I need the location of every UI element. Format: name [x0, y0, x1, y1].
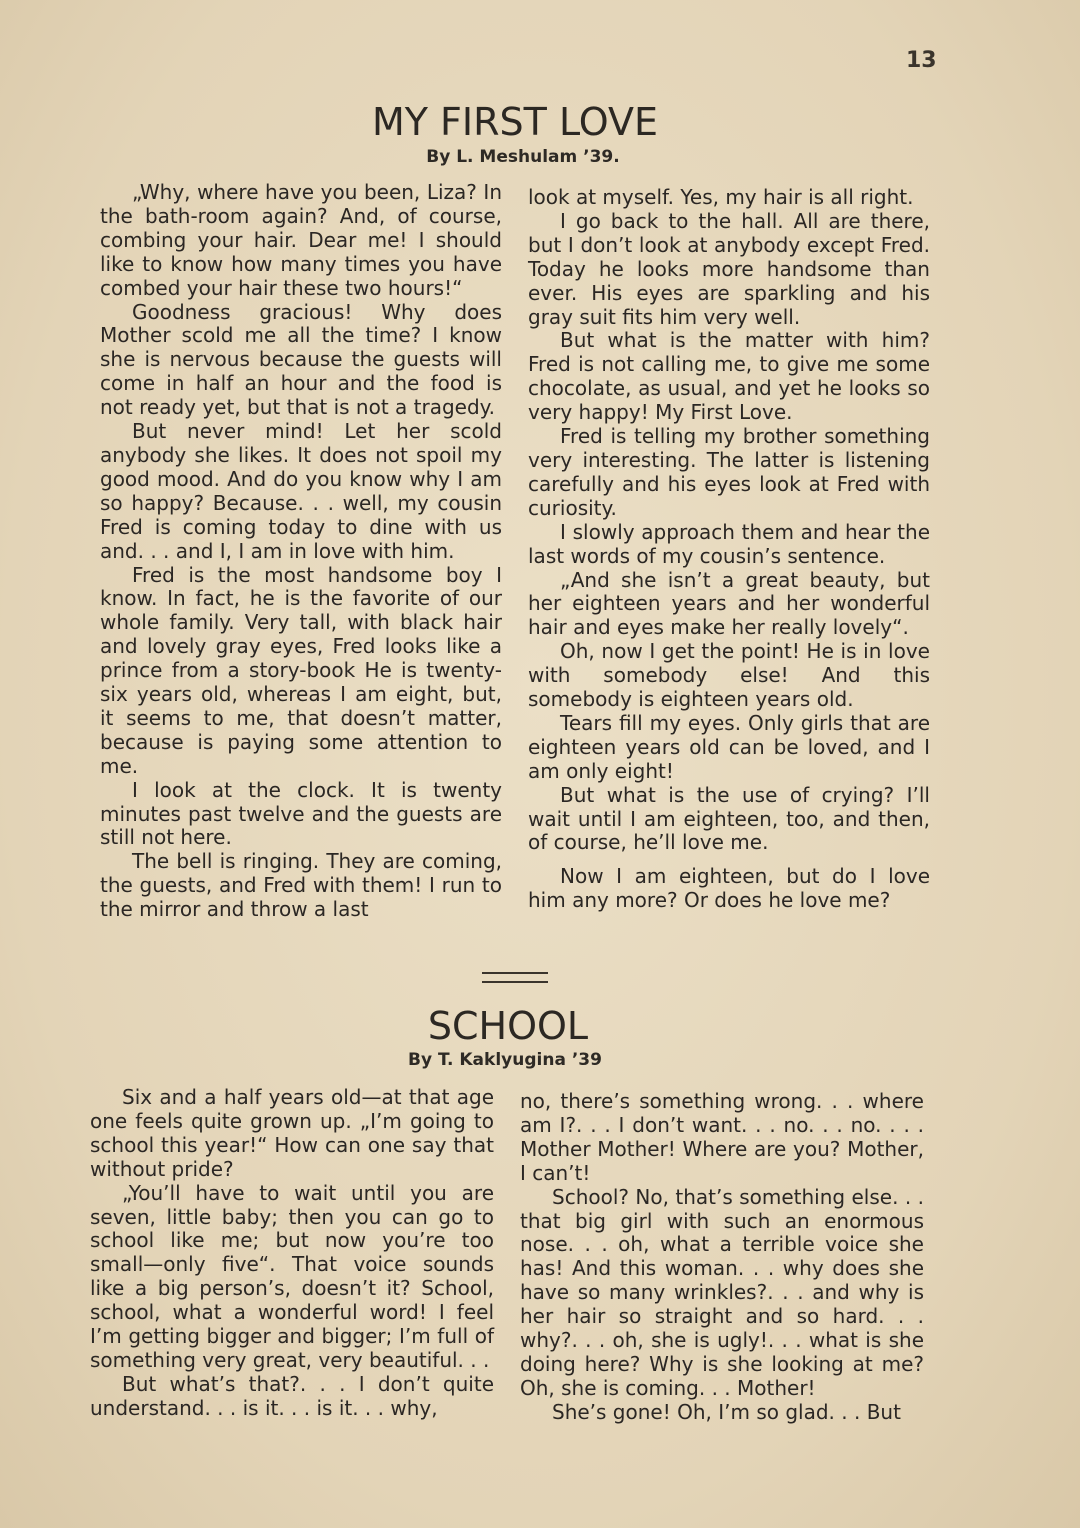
paragraph: Goodness gracious! Why does Mother scold me all the time? I know she is nervous because the guests will come in half an hour and the food is not ready yet, but that is not a tragedy.: [100, 299, 502, 420]
story1-left-column: [100, 181, 502, 922]
story2-left-column: [90, 1086, 494, 1421]
paragraph: The bell is ringing. They are coming, the guests, and Fred with them! I run to the mirror and throw a last: [100, 849, 502, 922]
paragraph: Fred is the most handsome boy I know. In fact, he is the favorite of our whole family. Very tall, with black hair and lovely gray eyes, Fred looks like a prince from a story-book He is twenty-six years old, whereas I am eight, but, it seems to me, that doesn’t matter, because is paying some attention to me.: [100, 562, 502, 778]
story2-right-column: [520, 1090, 924, 1425]
paragraph: Fred is telling my brother something very interesting. The latter is listening carefully and his eyes look at Fred with curiosity.: [528, 424, 930, 520]
story-title-school: SCHOOL: [427, 1004, 589, 1048]
paragraph: I go back to the hall. All are there, but I don’t look at anybody except Fred. Today he looks more handsome than ever. His eyes are sparkling and his gray suit fits him very well.: [528, 208, 930, 329]
paragraph: I slowly approach them and hear the last words of my cousin’s sentence.: [528, 519, 930, 568]
page-number: 13: [906, 48, 937, 73]
paragraph: But what is the matter with him? Fred is not calling me, to give me some chocolate, as usual, and yet he looks so very happy! My First Love.: [528, 328, 930, 425]
paragraph: But what’s that?. . . I don’t quite understand. . . is it. . . is it. . . why,: [90, 1371, 494, 1420]
paragraph: Six and a half years old—at that age one feels quite grown up. „I’m going to school this year!“ How can one say that without pride?: [90, 1085, 494, 1181]
paragraph: „And she isn’t a great beauty, but her eighteen years and her wonderful hair and eyes make her really lovely“.: [528, 567, 930, 640]
section-divider: [482, 972, 548, 983]
paragraph: Oh, now I get the point! He is in love with somebody else! And this somebody is eighteen years old.: [528, 639, 930, 712]
paragraph: But never mind! Let her scold anybody she likes. It does not spoil my good mood. And do you know why I am so happy? Because. . . well, my cousin Fred is coming today to dine with us and. . . and I, I am in love with him.: [100, 419, 502, 563]
paragraph: Now I am eighteen, but do I love him any more? Or does he love me?: [528, 864, 930, 913]
paragraph: I look at the clock. It is twenty minutes past twelve and the guests are still not here.: [100, 777, 502, 850]
story-title-my-first-love: MY FIRST LOVE: [371, 100, 659, 144]
paragraph: „You’ll have to wait until you are seven, little baby; then you can go to school like me; but now you’re too small—only five“. That voice sounds like a big person’s, doesn’t it? School, school, what a wonderful word! I feel I’m getting bigger and bigger; I’m full of something very great, very beautiful. . .: [90, 1180, 494, 1372]
paragraph: look at myself. Yes, my hair is all right.: [528, 185, 914, 209]
story-byline-meshulam: By L. Meshulam ’39.: [426, 147, 620, 167]
paragraph: Tears fill my eyes. Only girls that are eighteen years old can be loved, and I am only eight!: [528, 710, 930, 783]
paragraph: „Why, where have you been, Liza? In the bath-room again? And, of course, combing your hair. Dear me! I should like to know how many times you have combed your hair these two hours!“: [100, 180, 502, 300]
paragraph: But what is the use of crying? I’ll wait until I am eighteen, too, and then, of course, he’ll love me.: [528, 782, 930, 855]
story1-right-column: [528, 186, 930, 913]
story-byline-kaklyugina: By T. Kaklyugina ’39: [408, 1050, 602, 1070]
paragraph: School? No, that’s something else. . . that big girl with such an enormous nose. . . oh, what a terrible voice she has! And this woman. . . why does she have so many wrinkles?. . . and why is her hair so straight and so hard. . . why?. . . oh, she is ugly!. . . what is she doing here? Why is she looking at me? Oh, she is coming. . . Mother!: [520, 1184, 924, 1400]
paragraph: She’s gone! Oh, I’m so glad. . . But: [552, 1399, 901, 1424]
paragraph: no, there’s something wrong. . . where am I?. . . I don’t want. . . no. . . no. . . . Mother Mother! Where are you? Mother, I can’t!: [520, 1089, 924, 1185]
